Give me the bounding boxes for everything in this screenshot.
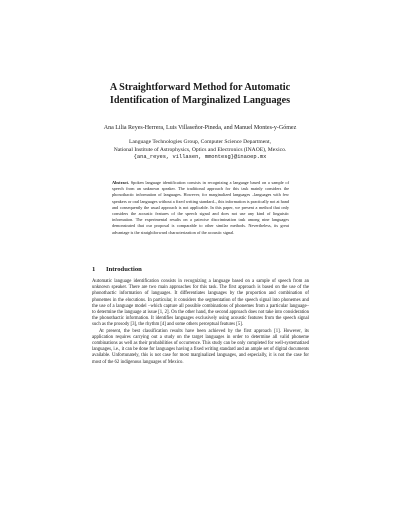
author-email: {ana_reyes, villasen, mmontesg}@inaoep.mx bbox=[133, 154, 267, 161]
abstract-label: Abstract. bbox=[112, 180, 130, 185]
paper-title bbox=[60, 82, 340, 107]
introduction-body bbox=[92, 279, 309, 366]
abstract-text: Spoken language identification consists in recognizing a language based on a sample of speech from an unknown speaker. The traditional approach for this task mainly considers the phonothactic information of languages. However, for marginalized languages –languages with few speakers or oral languages without a fixed writing standard–, this information is practically not at hand and consequently the usual approach is not applicable. In this paper, we present a method that only considers the acoustic features of the speech signal and does not use any kind of linguistic information. The experimental results on a pairwise discrimination task among nine languages demonstrated that our proposal is comparable to other similar methods. Nevertheless, its great advantage is the straightforward characterization of the acoustic signal. bbox=[112, 180, 289, 235]
author-list: Ana Lilia Reyes-Herrera, Luis Villaseñor-Pineda, and Manuel Montes-y-Gómez bbox=[103, 125, 297, 131]
intro-paragraph-1: Automatic language identification consists in recognizing a language based on a sample of speech from an unknown speaker. There are two main approaches for this task. The first approach is based on the use of the phonothactic information of languages. It differentiates languages by the proportion and combination of phonemes in the elocutions. In particular, it considers the segmentation of the speech signal into phonemes and the use of a language model –which capture all possible combinations of phonemes from a particular language– to determine the language at issue [1, 2]. On the other hand, the second approach does not take into consideration the phonothactic information. It identifies languages exclusively using acoustic features from the speech signal such as the prosody [3], the rhythm [4] and some others perceptual features [5]. bbox=[92, 279, 309, 328]
affiliation bbox=[60, 139, 340, 162]
section-number: 1 bbox=[92, 266, 96, 273]
title-line-1: A Straightforward Method for Automatic bbox=[109, 82, 291, 93]
section-heading bbox=[92, 266, 142, 274]
abstract bbox=[112, 180, 289, 236]
affiliation-line-1: Language Technologies Group, Computer Science Department, bbox=[129, 139, 271, 145]
affiliation-line-2: National Institute of Astrophysics, Optics and Electronics (INAOE), Mexico. bbox=[113, 146, 287, 153]
title-line-2: Identification of Marginalized Languages bbox=[109, 94, 291, 106]
section-title: Introduction bbox=[106, 266, 142, 273]
intro-paragraph-2: At present, the best classification results have been achieved by the first approach [1]. However, its application requires carrying out a study on the target languages in order to determine all valid phoneme combinations as well as their probabilities of occurrence. This study can be only completed for well-systematized languages, i.e., it can be done for languages having a fixed writing standard and an ample set of digital documents available. Unfortunately, this is not case for most marginalized languages, and especially, it is not the case for most of the 62 indigenous languages of Mexico. bbox=[92, 328, 309, 365]
